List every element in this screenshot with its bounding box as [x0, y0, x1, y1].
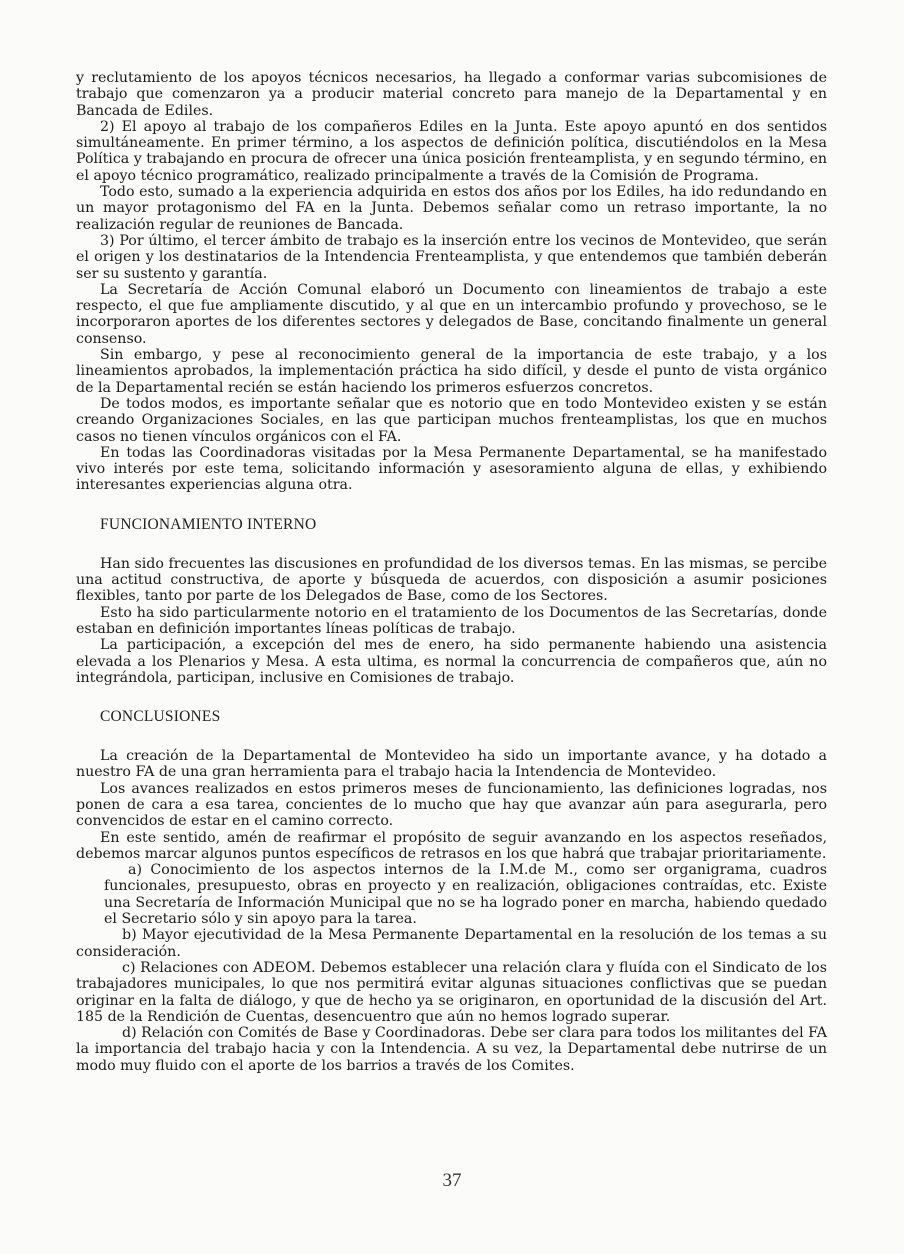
paragraph-ediles-experience: Todo esto, sumado a la experiencia adquirida en estos dos años por los Ediles, ha ido redundando en un mayor protagonismo del FA en la Junta. Debemos señalar como un retraso importante, la no realización regular de reuniones de Bancada.	[76, 184, 827, 233]
paragraph-coordinadoras: En todas las Coordinadoras visitadas por la Mesa Permanente Departamental, se ha manifestado vivo interés por este tema, solicitando información y asesoramiento alguna de ellas, y exhibiendo interesantes experiencias alguna otra.	[76, 444, 827, 494]
page-number: 37	[442, 1170, 462, 1191]
paragraph-ediles-support: 2) El apoyo al trabajo de los compañeros Ediles en la Junta. Este apoyo apuntó en dos sentidos simultáneamente. En primer término, a los aspectos de definición política, discutiéndolos en la Mesa Política y trabajando en procura de ofrecer una única posición frenteamplista, y en segundo término, en el apoyo técnico programático, realizado principalmente a través de la Comisión de Programa.	[76, 118, 827, 184]
paragraph-funcionamiento-secretarias: Esto ha sido particularmente notorio en el tratamiento de los Documentos de las Secretarías, donde estaban en definición importantes líneas políticas de trabajo.	[76, 604, 827, 637]
paragraph-organizaciones-sociales: De todos modos, es importante señalar que es notorio que en todo Montevideo existen y se están creando Organizaciones Sociales, en las que participan muchos frenteamplistas, los que en muchos casos no tienen vínculos orgánicos con el FA.	[76, 395, 827, 445]
section-heading-conclusiones: CONCLUSIONES	[100, 708, 221, 726]
list-item-a: a) Conocimiento de los aspectos internos de la I.M.de M., como ser organigrama, cuadros funcionales, presupuesto, obras en proyecto y en realización, obligaciones contraídas, etc. Existe una Secretaría de Información Municipal que no se ha logrado poner en marcha, habiendo quedado el Secretario sólo y sin apoyo para la tarea.	[104, 862, 827, 928]
paragraph-sin-embargo: Sin embargo, y pese al reconocimiento general de la importancia de este trabajo, y a los lineamientos aprobados, la implementación práctica ha sido difícil, y desde el punto de vista orgánico de la Departamental recién se están haciendo los primeros esfuerzos concretos.	[76, 347, 827, 396]
paragraph-intro-continuation: y reclutamiento de los apoyos técnicos necesarios, ha llegado a conformar varias subcomisiones de trabajo que comenzaron ya a producir material concreto para manejo de la Departamental y en Bancada de Ediles.	[76, 70, 827, 119]
paragraph-vecinos-insertion: 3) Por último, el tercer ámbito de trabajo es la inserción entre los vecinos de Montevideo, que serán el origen y los destinatarios de la Intendencia Frenteamplista, y que entendemos que también deberán ser su sustento y garantía.	[76, 232, 827, 282]
paragraph-conclusiones-creacion: La creación de la Departamental de Montevideo ha sido un importante avance, y ha dotado a nuestro FA de una gran herramienta para el trabajo hacia la Intendencia de Montevideo.	[76, 748, 827, 781]
section-heading-funcionamiento: FUNCIONAMIENTO INTERNO	[100, 515, 317, 533]
paragraph-conclusiones-avances: Los avances realizados en estos primeros meses de funcionamiento, las definiciones logradas, nos ponen de cara a esa tarea, concientes de lo mucho que hay que avanzar aún para asegurarla, pero convencidos de estar en el camino correcto.	[76, 780, 827, 830]
paragraph-accion-comunal: La Secretaría de Acción Comunal elaboró un Documento con lineamientos de trabajo a este respecto, el que fue ampliamente discutido, y al que en un intercambio profundo y provechoso, se le incorporaron aportes de los diferentes sectores y delegados de Base, concitando finalmente un general consenso.	[76, 281, 827, 347]
list-item-d: d) Relación con Comités de Base y Coordinadoras. Debe ser clara para todos los militantes del FA la importancia del trabajo hacia y con la Intendencia. A su vez, la Departamental debe nutrirse de un modo muy fluido con el aporte de los barrios a través de los Comites.	[76, 1025, 827, 1074]
document-page	[76, 70, 827, 1074]
paragraph-funcionamiento-discusiones: Han sido frecuentes las discusiones en profundidad de los diversos temas. En las mismas, se percibe una actitud constructiva, de aporte y búsqueda de acuerdos, con disposición a asumir posiciones flexibles, tanto por parte de los Delegados de Base, como de los Sectores.	[76, 555, 827, 605]
paragraph-conclusiones-puntos: En este sentido, amén de reafirmar el propósito de seguir avanzando en los aspectos reseñados, debemos marcar algunos puntos específicos de retrasos en los que habrá que trabajar prioritariamente.	[76, 829, 827, 862]
paragraph-funcionamiento-participacion: La participación, a excepción del mes de enero, ha sido permanente habiendo una asistencia elevada a los Plenarios y Mesa. A esta ultima, es normal la concurrencia de compañeros que, aún no integrándola, participan, inclusive en Comisiones de trabajo.	[76, 637, 827, 686]
list-item-b: b) Mayor ejecutividad de la Mesa Permanente Departamental en la resolución de los temas a su consideración.	[76, 927, 827, 960]
list-item-c: c) Relaciones con ADEOM. Debemos establecer una relación clara y fluída con el Sindicato de los trabajadores municipales, lo que nos permitirá evitar algunas situaciones conflictivas que se puedan originar en la falta de diálogo, y que de hecho ya se originaron, en oportunidad de la discusión del Art. 185 de la Rendición de Cuentas, desencuentro que aún no hemos logrado superar.	[76, 959, 827, 1025]
